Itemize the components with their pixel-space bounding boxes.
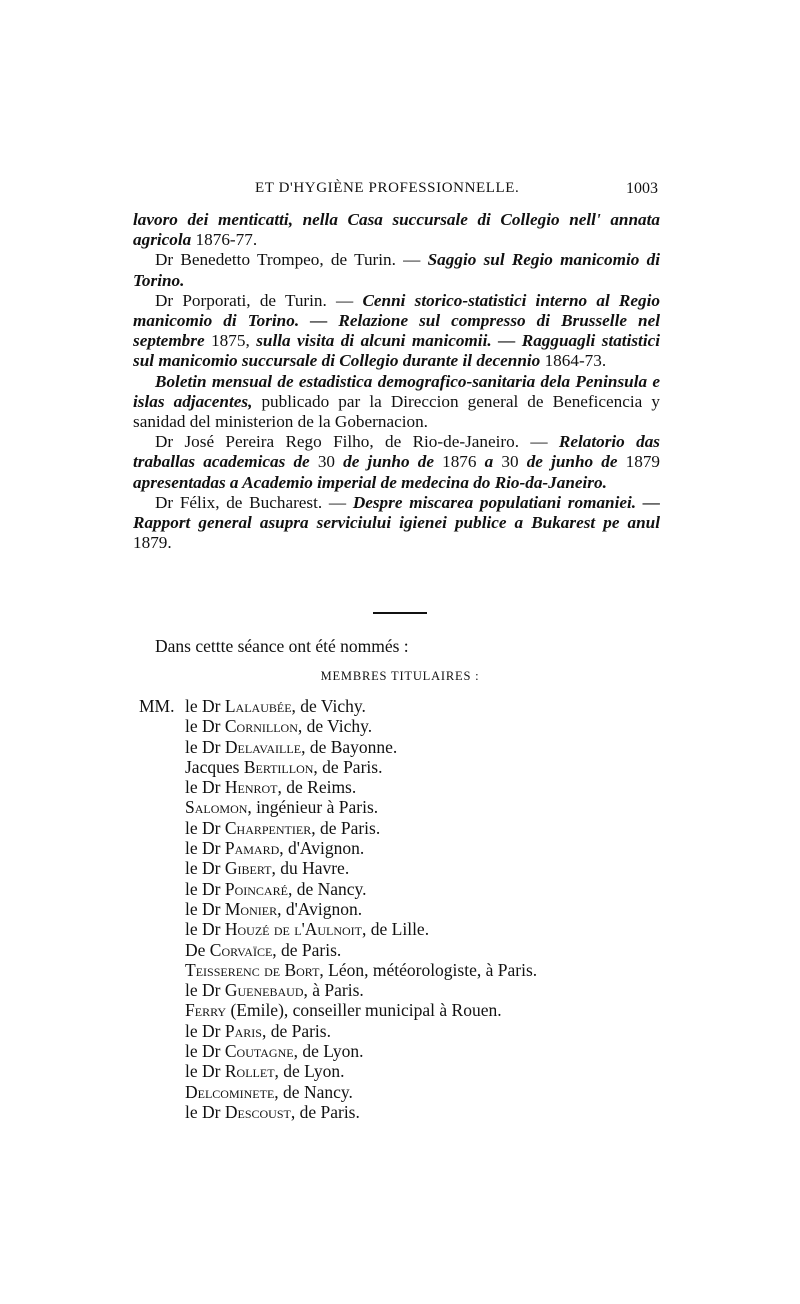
member-prefix: le Dr: [185, 1061, 225, 1082]
member-prefix: le Dr: [185, 696, 225, 716]
member-location: , de Paris.: [311, 817, 381, 838]
member-entry: [185, 838, 705, 858]
member-name: Teisserenc de Bort: [185, 959, 320, 980]
reference-title-text: apresentadas a Academio imperial de medecina do Rio-da-Janeiro.: [133, 472, 607, 492]
member-location: , de Lyon.: [274, 1061, 345, 1082]
member-entry: [185, 818, 705, 838]
member-entry: [185, 940, 705, 960]
reference-text: 1879: [617, 452, 661, 472]
member-entry: [185, 1102, 705, 1122]
reference-title-text: sulla visita di alcuni manicomii. — Ragguagli statistici sul manicomio succursale di Collegio durante il decennio: [133, 331, 661, 371]
reference-entry: [133, 250, 660, 290]
member-location: , de Paris.: [261, 1020, 331, 1041]
reference-text: 1876-77.: [191, 230, 258, 250]
member-entry: [185, 879, 705, 899]
member-location: , de Paris.: [272, 939, 342, 960]
member-prefix: le Dr: [185, 817, 225, 838]
member-entry: [185, 1021, 705, 1041]
member-location: , de Lyon.: [293, 1041, 364, 1062]
member-name: Ferry: [185, 1000, 227, 1021]
member-location: , de Vichy.: [291, 696, 366, 716]
reference-text: Dr Benedetto Trompeo, de Turin. —: [155, 250, 428, 270]
member-entry: [185, 1061, 705, 1081]
reference-title-text: Despre miscarea populatiani romaniei. — Rapport general asupra serviciului igienei publice a Bukarest pe anul: [133, 492, 660, 533]
member-location: , d'Avignon.: [277, 898, 363, 919]
member-prefix: De: [185, 939, 210, 960]
reference-title-text: de junho de: [343, 452, 434, 472]
member-prefix: le Dr: [185, 878, 225, 899]
member-prefix: le Dr: [185, 980, 225, 1001]
member-entry: [185, 858, 705, 878]
member-location: , à Paris.: [303, 980, 364, 1001]
reference-title-text: a: [484, 452, 494, 472]
reference-entry: [133, 493, 660, 554]
page-number: 1003: [626, 180, 658, 197]
member-entry: [185, 757, 705, 777]
member-location: , Léon, météorologiste, à Paris.: [319, 959, 538, 980]
member-location: , de Bayonne.: [301, 736, 398, 757]
header-title: ET D'HYGIÈNE PROFESSIONNELLE.: [255, 180, 520, 196]
member-prefix: le Dr: [185, 858, 225, 879]
member-entry: [185, 777, 705, 797]
member-name: Corvaïce: [209, 939, 273, 960]
reference-list: [133, 210, 660, 553]
reference-text: Dr Porporati, de Turin. —: [155, 290, 363, 310]
member-location: (Emile), conseiller municipal à Rouen.: [226, 1000, 502, 1021]
reference-title-text: Saggio sul Regio manicomio di Torino.: [133, 250, 660, 290]
member-prefix: le Dr: [185, 838, 225, 859]
member-prefix: le Dr: [185, 777, 225, 798]
member-name: Lalaubée: [224, 696, 292, 716]
member-location: , de Paris.: [313, 756, 383, 777]
section-title: MEMBRES TITULAIRES :: [320, 669, 480, 683]
member-name: Gibert: [224, 858, 272, 879]
member-name: Bertillon: [243, 756, 314, 777]
member-name: Delcominete: [185, 1081, 275, 1102]
member-entry: [185, 737, 705, 757]
member-location: , de Nancy.: [274, 1081, 353, 1102]
member-entry: [185, 1000, 705, 1020]
member-name: Delavaille: [224, 736, 302, 757]
member-location: , d'Avignon.: [279, 838, 365, 859]
member-entry: [185, 980, 705, 1000]
reference-text: 30: [493, 452, 527, 472]
member-list: [185, 696, 705, 1122]
reference-text: 1876: [433, 452, 485, 472]
reference-text: 1864-73.: [540, 351, 607, 371]
reference-text: 1875,: [204, 331, 257, 351]
member-name: Coutagne: [224, 1041, 294, 1062]
reference-title-text: Cenni storico-statistici interno al Regio manicomio di Torino. — Relazione sul compresso di Brusselle nel septembre: [133, 290, 660, 351]
member-name: Henrot: [224, 777, 278, 798]
member-prefix: le Dr: [185, 1020, 225, 1041]
member-entry: [185, 797, 705, 817]
reference-text: Dr Félix, de Bucharest. —: [155, 492, 353, 512]
member-location: , de Paris.: [290, 1101, 360, 1122]
reference-entry: [133, 372, 660, 433]
member-name: Pamard: [224, 838, 280, 859]
member-name: Salomon: [185, 797, 248, 818]
member-entry: [185, 1082, 705, 1102]
member-name: Houzé de l'Aulnoit: [224, 919, 363, 940]
member-entry: [185, 899, 705, 919]
reference-title-text: Boletin mensual de estadistica demografico-sanitaria dela Peninsula e islas adjacentes,: [133, 371, 660, 411]
reference-title-text: de junho de: [526, 452, 618, 472]
member-location: , de Nancy.: [287, 878, 367, 899]
member-prefix: le Dr: [185, 898, 225, 919]
running-header: [133, 180, 658, 206]
member-name: Paris: [224, 1020, 262, 1041]
reference-text: Dr José Pereira Rego Filho, de Rio-de-Janeiro. —: [155, 432, 559, 452]
announcement: Dans cettte séance ont été nommés :: [155, 636, 409, 656]
member-entry: [185, 960, 705, 980]
member-location: , de Reims.: [277, 777, 357, 798]
member-location: , du Havre.: [271, 858, 350, 879]
member-name: Charpentier: [224, 817, 312, 838]
member-prefix: le Dr: [185, 716, 225, 737]
reference-title-text: Relatorio das traballas academicas de: [133, 432, 661, 472]
reference-entry: [133, 291, 660, 372]
member-name: Rollet: [224, 1061, 275, 1082]
reference-entry: [133, 432, 660, 493]
member-entry: [185, 716, 705, 736]
member-entry: [185, 696, 705, 716]
member-location: , ingénieur à Paris.: [247, 797, 379, 818]
member-prefix: le Dr: [185, 736, 225, 757]
reference-text: 30: [309, 452, 344, 472]
member-prefix: Jacques: [185, 756, 244, 777]
member-prefix: le Dr: [185, 1041, 225, 1062]
reference-text: 1879.: [133, 533, 172, 553]
member-prefix: le Dr: [185, 919, 225, 940]
section-divider: [373, 612, 427, 614]
mm-label: MM.: [139, 696, 175, 716]
member-name: Descoust: [224, 1101, 291, 1122]
member-prefix: le Dr: [185, 1101, 225, 1122]
member-entry: [185, 1041, 705, 1061]
member-entry: [185, 919, 705, 939]
member-name: Cornillon: [224, 716, 298, 737]
member-name: Poincaré: [224, 878, 288, 899]
member-location: , de Vichy.: [297, 716, 373, 737]
member-name: Monier: [224, 898, 278, 919]
reference-text: publicado par la Direccion general de Beneficencia y sanidad del ministerion de la Gobernacion.: [133, 391, 660, 432]
reference-entry: [133, 210, 660, 250]
reference-title-text: lavoro dei menticatti, nella Casa succursale di Collegio nell' annata agricola: [133, 210, 660, 250]
member-name: Guenebaud: [224, 980, 304, 1001]
member-location: , de Lille.: [362, 919, 430, 940]
